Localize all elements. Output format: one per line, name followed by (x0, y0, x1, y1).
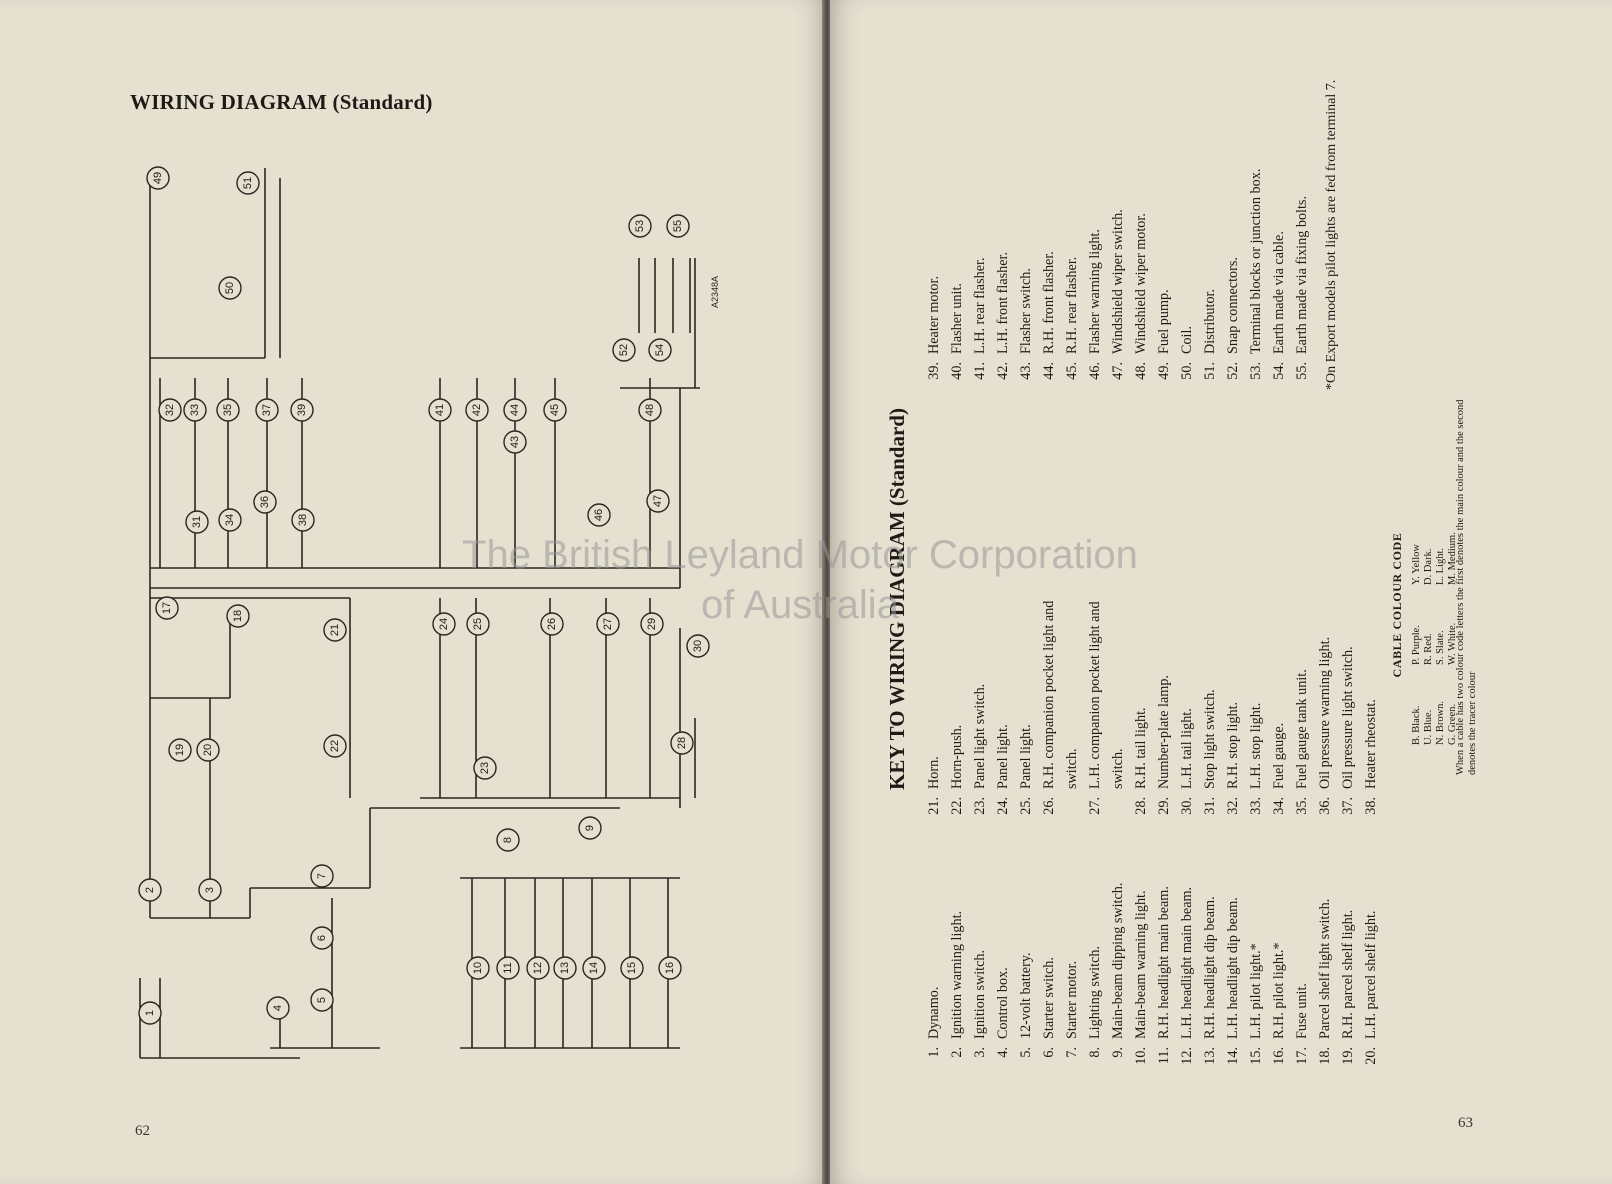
component-36 (254, 491, 276, 513)
key-item-number: 47. (1110, 362, 1126, 380)
key-item-text: Distributor. (1202, 288, 1218, 354)
component-53 (629, 215, 651, 237)
key-item-text: 12-volt battery. (1018, 952, 1034, 1039)
component-45 (544, 399, 566, 421)
key-item-text: L.H. stop light. (1248, 702, 1264, 789)
key-item-text: L.H. companion pocket light and (1087, 601, 1103, 789)
key-item-text: Flasher unit. (949, 283, 965, 354)
key-item-text: Starter switch. (1041, 957, 1057, 1039)
cable-code-note: When a cable has two colour code letters the first denotes the main colour and the second denotes the tracer colour (1455, 399, 1478, 775)
component-label: 15 (626, 961, 638, 975)
component-label: 51 (242, 176, 254, 190)
component-label: 45 (549, 403, 561, 417)
key-item-number: 5. (1018, 1047, 1034, 1058)
component-8 (497, 829, 519, 851)
cable-code-entry: P. Purple. (1411, 625, 1422, 665)
component-label: 50 (224, 281, 236, 295)
key-item-text: Oil pressure warning light. (1317, 636, 1333, 789)
key-item-text: switch. (1110, 748, 1126, 789)
key-item-text: Parcel shelf light switch. (1317, 898, 1333, 1039)
key-item-text: Fuel pump. (1156, 289, 1172, 354)
key-item-text: Panel light. (995, 724, 1011, 789)
key-item (1199, 485, 1222, 825)
component-22 (324, 735, 346, 757)
key-item-number: 32. (1225, 797, 1241, 815)
key-item-number: 20. (1363, 1047, 1379, 1065)
key-item-text: L.H. headlight dip beam. (1225, 897, 1241, 1039)
key-item-text: Panel light. (1018, 724, 1034, 789)
key-item-text: Flasher warning light. (1087, 229, 1103, 354)
component-11 (497, 957, 519, 979)
component-21 (324, 619, 346, 641)
component-label: 33 (189, 403, 201, 417)
component-5 (311, 989, 333, 1011)
component-label: 32 (164, 403, 176, 417)
key-item (923, 90, 946, 390)
key-item-text: Fuel gauge. (1271, 722, 1287, 789)
key-item (946, 90, 969, 390)
key-item-text: Coil. (1179, 326, 1195, 354)
key-item-number: 1. (926, 1047, 942, 1058)
key-item (1130, 90, 1153, 390)
key-column-2 (923, 485, 1383, 825)
key-item-text: L.H. front flasher. (995, 251, 1011, 354)
key-item-text: Oil pressure light switch. (1340, 646, 1356, 789)
component-label: 46 (593, 508, 605, 522)
key-item-number: 23. (972, 797, 988, 815)
key-item-text: R.H. rear flasher. (1064, 256, 1080, 354)
cable-code-entry: N. Brown. (1435, 700, 1446, 745)
component-label: 9 (584, 824, 596, 832)
component-label: 14 (588, 961, 600, 975)
key-item-text: Stop light switch. (1202, 689, 1218, 789)
component-49 (147, 167, 169, 189)
key-item-text: R.H. companion pocket light and (1041, 600, 1057, 789)
component-label: 19 (174, 743, 186, 757)
watermark-line-1: The British Leyland Motor Corporation (462, 533, 1138, 577)
key-item-text: R.H. headlight main beam. (1156, 886, 1172, 1039)
component-18 (227, 605, 249, 627)
cable-code-entry: D. Dark. (1423, 548, 1434, 585)
key-item-text: Main-beam warning light. (1133, 890, 1149, 1039)
wiring-key (885, 79, 1485, 1075)
component-label: 3 (204, 886, 216, 894)
component-label: 22 (329, 739, 341, 753)
page-number-right: 63 (1458, 1115, 1473, 1131)
key-item (1107, 90, 1130, 390)
key-item-text: Lighting switch. (1087, 945, 1103, 1039)
key-item-text: L.H. tail light. (1179, 708, 1195, 789)
component-label: 26 (546, 617, 558, 631)
component-label: 25 (472, 617, 484, 631)
key-item-number: 34. (1271, 797, 1287, 815)
component-19 (169, 739, 191, 761)
key-column-3 (923, 90, 1314, 390)
component-label: 10 (472, 961, 484, 975)
key-item-number: 9. (1110, 1047, 1126, 1058)
cable-code-entry: W. White. (1447, 622, 1458, 665)
key-item-number: 29. (1156, 797, 1172, 815)
component-20 (197, 739, 219, 761)
component-17 (156, 597, 178, 619)
key-item-text: R.H. front flasher. (1041, 251, 1057, 354)
component-label: 35 (222, 403, 234, 417)
key-item-number: 54. (1271, 362, 1287, 380)
key-item-number: 10. (1133, 1047, 1149, 1065)
key-item-text: Ignition warning light. (949, 910, 965, 1039)
key-item-number: 18. (1317, 1047, 1333, 1065)
key-item-text: Fuel gauge tank unit. (1294, 669, 1310, 789)
page-title: WIRING DIAGRAM (Standard) (130, 90, 433, 114)
key-item (1360, 485, 1383, 825)
key-item (1153, 90, 1176, 390)
component-label: 12 (532, 961, 544, 975)
key-item-text: switch. (1064, 748, 1080, 789)
watermark-line-2: of Australia (701, 583, 899, 627)
key-item-number: 11. (1156, 1047, 1172, 1065)
key-item-text: Snap connectors. (1225, 257, 1241, 354)
component-41 (429, 399, 451, 421)
component-label: 37 (261, 403, 273, 417)
key-item (1061, 485, 1084, 825)
key-item-text: Heater rheostat. (1363, 699, 1379, 789)
key-item-text: Horn-push. (949, 724, 965, 789)
key-item-number: 35. (1294, 797, 1310, 815)
component-51 (237, 172, 259, 194)
key-item-text: R.H. stop light. (1225, 701, 1241, 789)
key-item-number (1107, 789, 1130, 825)
key-item-number: 37. (1340, 797, 1356, 815)
component-label: 52 (618, 343, 630, 357)
key-item (969, 485, 992, 825)
cable-code-entry: L. Light. (1435, 547, 1446, 585)
component-label: 31 (191, 515, 203, 529)
component-33 (184, 399, 206, 421)
key-item-number: 26. (1041, 797, 1057, 815)
cable-code-entry: S. Slate. (1435, 630, 1446, 665)
key-item (1015, 90, 1038, 390)
component-12 (527, 957, 549, 979)
cable-code-entry: U. Blue. (1423, 709, 1434, 745)
key-item-number: 8. (1087, 1047, 1103, 1058)
component-48 (639, 399, 661, 421)
key-item (1337, 485, 1360, 825)
key-item-text: Earth made via cable. (1271, 231, 1287, 354)
key-item-text: Heater motor. (926, 275, 942, 354)
component-label: 13 (559, 961, 571, 975)
key-item (1038, 90, 1061, 390)
key-item-number: 49. (1156, 362, 1172, 380)
diagram-ref: A2348A (710, 275, 720, 308)
component-34 (219, 509, 241, 531)
key-item-text: Panel light switch. (972, 683, 988, 789)
key-item-number: 4. (995, 1047, 1011, 1058)
key-item-number: 24. (995, 797, 1011, 815)
key-item (1084, 485, 1107, 825)
component-25 (467, 613, 489, 635)
key-item (1222, 485, 1245, 825)
component-10 (467, 957, 489, 979)
key-item-number: 52. (1225, 362, 1241, 380)
key-item-text: Terminal blocks or junction box. (1248, 168, 1264, 354)
component-label: 29 (646, 617, 658, 631)
key-item-number: 21. (926, 797, 942, 815)
component-29 (641, 613, 663, 635)
key-item-number: 36. (1317, 797, 1333, 815)
component-37 (256, 399, 278, 421)
key-item-number: 27. (1087, 797, 1103, 815)
key-item (1291, 485, 1314, 825)
component-label: 30 (692, 639, 704, 653)
component-label: 2 (144, 886, 156, 894)
component-label: 49 (152, 171, 164, 185)
key-item-number: 22. (949, 797, 965, 815)
page-number: 62 (135, 1123, 150, 1139)
key-item-number (1061, 789, 1084, 825)
component-label: 39 (296, 403, 308, 417)
cable-code-entry: G. Green. (1447, 703, 1458, 745)
key-item-text: Number-plate lamp. (1156, 675, 1172, 789)
component-label: 4 (272, 1004, 284, 1012)
component-54 (649, 339, 671, 361)
component-15 (621, 957, 643, 979)
component-6 (311, 927, 333, 949)
wiring-diagram (120, 158, 760, 1068)
key-item-number: 41. (972, 362, 988, 380)
component-24 (433, 613, 455, 635)
key-item-number: 44. (1041, 362, 1057, 380)
key-item (1038, 485, 1061, 825)
component-label: 11 (502, 962, 514, 974)
key-item-text: R.H. tail light. (1133, 707, 1149, 789)
key-item (992, 90, 1015, 390)
component-label: 28 (676, 736, 688, 750)
component-32 (159, 399, 181, 421)
key-item-text: L.H. rear flasher. (972, 257, 988, 354)
key-item-number: 45. (1064, 362, 1080, 380)
key-item (1245, 485, 1268, 825)
component-50 (219, 277, 241, 299)
key-item-number: 17. (1294, 1047, 1310, 1065)
key-item-number: 38. (1363, 797, 1379, 815)
component-38 (292, 509, 314, 531)
component-label: 16 (664, 961, 676, 975)
component-label: 20 (202, 743, 214, 757)
key-item-number: 51. (1202, 362, 1218, 380)
component-30 (687, 635, 709, 657)
component-label: 6 (316, 934, 328, 942)
component-label: 53 (634, 219, 646, 233)
key-item-number: 53. (1248, 362, 1264, 380)
component-label: 27 (602, 617, 614, 631)
key-item-text: Flasher switch. (1018, 268, 1034, 354)
component-label: 44 (509, 403, 521, 417)
component-35 (217, 399, 239, 421)
component-label: 36 (259, 495, 271, 509)
key-item (1107, 485, 1130, 825)
component-16 (659, 957, 681, 979)
key-item-number: 13. (1202, 1047, 1218, 1065)
key-item-text: Starter motor. (1064, 960, 1080, 1039)
key-item (1176, 485, 1199, 825)
component-44 (504, 399, 526, 421)
component-4 (267, 997, 289, 1019)
key-item (1199, 90, 1222, 390)
cable-code-title: CABLE COLOUR CODE (1390, 532, 1404, 678)
component-label: 24 (438, 617, 450, 631)
component-47 (647, 490, 669, 512)
component-label: 21 (329, 623, 341, 637)
key-item (1153, 485, 1176, 825)
key-item-text: Windshield wiper switch. (1110, 209, 1126, 354)
key-item-text: L.H. parcel shelf light. (1363, 910, 1379, 1039)
key-item-text: Windshield wiper motor. (1133, 213, 1149, 354)
component-label: 34 (224, 513, 236, 527)
key-item (1130, 485, 1153, 825)
key-item-number: 42. (995, 362, 1011, 380)
key-item-number: 14. (1225, 1047, 1241, 1065)
component-13 (554, 957, 576, 979)
component-label: 1 (144, 1009, 156, 1017)
key-item (1061, 90, 1084, 390)
component-27 (597, 613, 619, 635)
key-item-text: Dynamo. (926, 986, 942, 1039)
component-1 (139, 1002, 161, 1024)
component-label: 41 (434, 403, 446, 417)
key-item-text: Ignition switch. (972, 949, 988, 1039)
component-label: 43 (509, 435, 521, 449)
component-3 (199, 879, 221, 901)
cable-code-entry: R. Red. (1423, 633, 1434, 665)
component-label: 7 (316, 872, 328, 880)
component-31 (186, 511, 208, 533)
key-title: KEY TO WIRING DIAGRAM (Standard) (885, 408, 909, 790)
key-item (1084, 90, 1107, 390)
component-label: 5 (316, 996, 328, 1004)
key-item-text: R.H. headlight dip beam. (1202, 896, 1218, 1039)
key-item-number: 3. (972, 1047, 988, 1058)
component-label: 48 (644, 403, 656, 417)
component-9 (579, 817, 601, 839)
component-label: 55 (672, 219, 684, 233)
key-item-text: R.H. pilot light.* (1271, 942, 1287, 1039)
key-item (1268, 90, 1291, 390)
key-item-text: L.H. pilot light.* (1248, 943, 1264, 1039)
component-43 (504, 431, 526, 453)
key-item-number: 19. (1340, 1047, 1356, 1065)
component-label: 8 (502, 836, 514, 844)
component-label: 18 (232, 609, 244, 623)
key-item-text: R.H. parcel shelf light. (1340, 909, 1356, 1039)
key-item-number: 48. (1133, 362, 1149, 380)
component-label: 23 (479, 761, 491, 775)
key-item-number: 7. (1064, 1047, 1080, 1058)
component-52 (613, 339, 635, 361)
component-46 (588, 504, 610, 526)
key-item-number: 15. (1248, 1047, 1264, 1065)
export-note: *On Export models pilot lights are fed from terminal 7. (1324, 79, 1339, 390)
key-item (946, 485, 969, 825)
cable-colour-code (1390, 465, 1459, 745)
component-label: 17 (161, 601, 173, 615)
component-39 (291, 399, 313, 421)
component-55 (667, 215, 689, 237)
cable-code-grid (1411, 465, 1459, 745)
key-item-number: 12. (1179, 1047, 1195, 1065)
component-label: 47 (652, 494, 664, 508)
key-item (1268, 485, 1291, 825)
key-item-number: 28. (1133, 797, 1149, 815)
key-item (1015, 485, 1038, 825)
key-item-number: 40. (949, 362, 965, 380)
wires (140, 168, 700, 1058)
key-item-number: 46. (1087, 362, 1103, 380)
component-7 (311, 865, 333, 887)
components (139, 167, 709, 1024)
cable-code-entry: B. Black. (1411, 705, 1422, 745)
key-item-text: Horn. (926, 756, 942, 789)
key-item-text: Main-beam dipping switch. (1110, 882, 1126, 1039)
component-26 (541, 613, 563, 635)
key-item-text: L.H. headlight main beam. (1179, 886, 1195, 1039)
key-item (1314, 485, 1337, 825)
key-item (923, 485, 946, 825)
component-14 (583, 957, 605, 979)
key-item-text: Earth made via fixing bolts. (1294, 196, 1310, 354)
component-28 (671, 732, 693, 754)
key-item (1176, 90, 1199, 390)
key-item (1291, 90, 1314, 390)
key-item-number: 6. (1041, 1047, 1057, 1058)
component-23 (474, 757, 496, 779)
key-item-number: 43. (1018, 362, 1034, 380)
component-42 (466, 399, 488, 421)
key-item (1245, 90, 1268, 390)
key-item-number: 39. (926, 362, 942, 380)
key-item (992, 485, 1015, 825)
key-item-text: Control box. (995, 967, 1011, 1039)
key-item-number: 50. (1179, 362, 1195, 380)
key-item-number: 2. (949, 1047, 965, 1058)
key-item-number: 30. (1179, 797, 1195, 815)
key-item-number: 33. (1248, 797, 1264, 815)
key-item-number: 25. (1018, 797, 1034, 815)
component-label: 42 (471, 403, 483, 417)
key-item-number: 55. (1294, 362, 1310, 380)
cable-code-entry: Y. Yellow (1411, 544, 1422, 585)
key-item (1222, 90, 1245, 390)
key-item-text: Fuse unit. (1294, 983, 1310, 1039)
component-2 (139, 879, 161, 901)
key-item-number: 31. (1202, 797, 1218, 815)
cable-code-entry: M. Medium. (1447, 532, 1458, 585)
key-item-number: 16. (1271, 1047, 1287, 1065)
key-item (969, 90, 992, 390)
component-label: 38 (297, 513, 309, 527)
component-label: 54 (654, 343, 666, 357)
